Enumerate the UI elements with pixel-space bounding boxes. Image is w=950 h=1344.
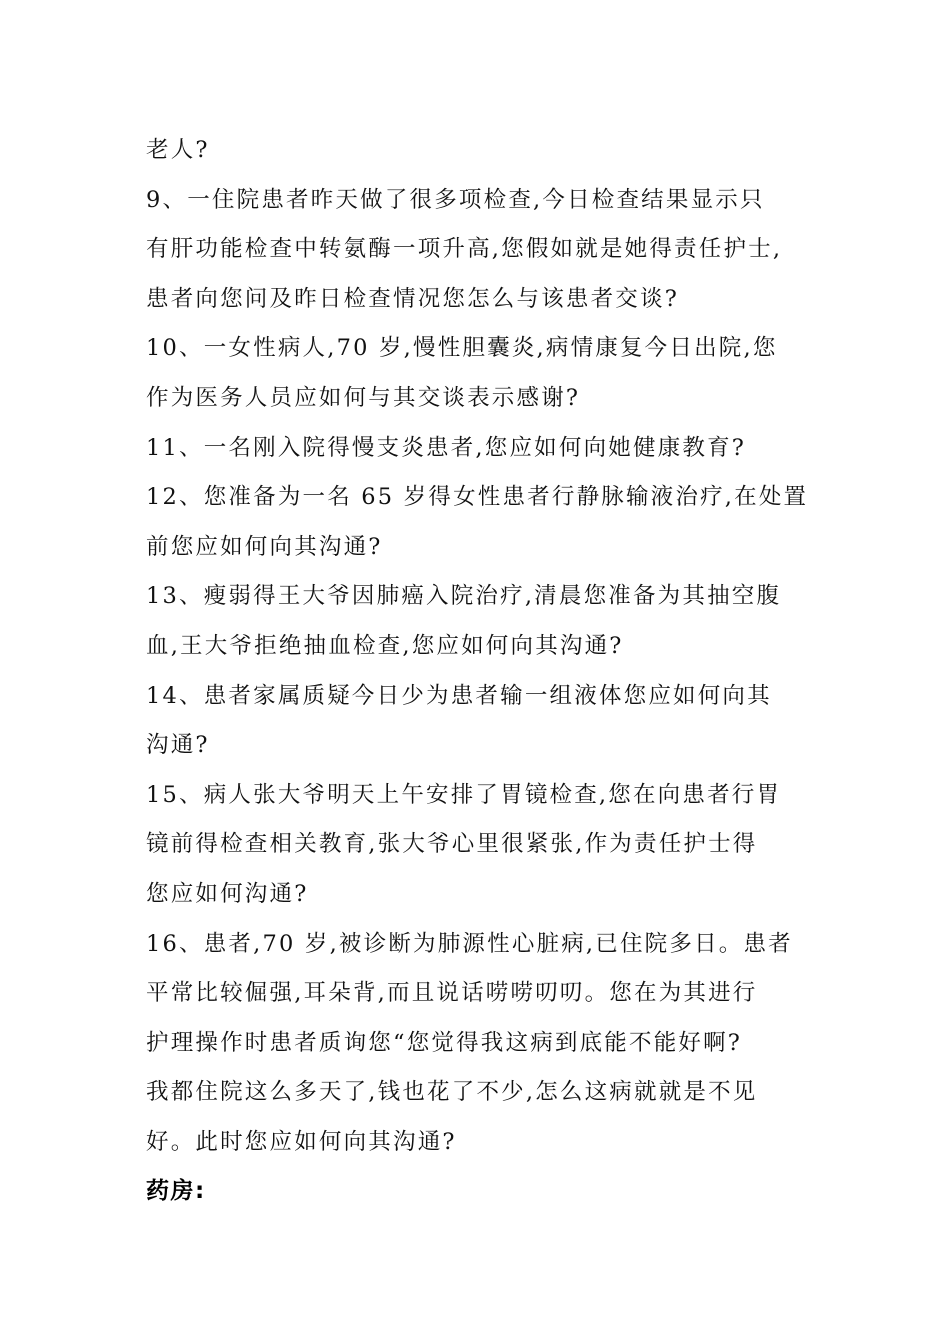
question-9-line-1: 9、一住院患者昨天做了很多项检查,今日检查结果显示只 (146, 186, 765, 213)
question-9-line-2: 有肝功能检查中转氨酶一项升高,您假如就是她得责任护士, (146, 236, 783, 263)
question-12-line-2: 前您应如何向其沟通? (146, 533, 383, 560)
question-11-line-1: 11、一名刚入院得慢支炎患者,您应如何向她健康教育? (146, 434, 747, 461)
document-body (146, 126, 816, 1217)
question-14-line-2: 沟通? (146, 732, 210, 759)
question-16-line-5: 好。此时您应如何向其沟通? (146, 1128, 457, 1155)
question-15-line-1: 15、病人张大爷明天上午安排了胃镜检查,您在向患者行胃 (146, 781, 782, 808)
question-10-line-1: 10、一女性病人,70 岁,慢性胆囊炎,病情康复今日出院,您 (146, 335, 778, 362)
question-16-line-3: 护理操作时患者质询您“您觉得我这病到底能不能好啊? (146, 1029, 743, 1056)
question-13-line-1: 13、瘦弱得王大爷因肺癌入院治疗,清晨您准备为其抽空腹 (146, 583, 782, 610)
question-9-line-3: 患者向您问及昨日检查情况您怎么与该患者交谈? (146, 285, 679, 312)
section-heading: 药房: (146, 1178, 206, 1205)
question-14-line-1: 14、患者家属质疑今日少为患者输一组液体您应如何向其 (146, 682, 772, 709)
question-12-line-1: 12、您准备为一名 65 岁得女性患者行静脉输液治疗,在处置 (146, 484, 809, 511)
question-13-line-2: 血,王大爷拒绝抽血检查,您应如何向其沟通? (146, 632, 624, 659)
question-16-line-2: 平常比较倔强,耳朵背,而且说话唠唠叨叨。您在为其进行 (146, 980, 758, 1007)
question-10-line-2: 作为医务人员应如何与其交谈表示感谢? (146, 384, 581, 411)
question-15-line-3: 您应如何沟通? (146, 880, 309, 907)
question-16-line-1: 16、患者,70 岁,被诊断为肺源性心脏病,已住院多日。患者 (146, 930, 793, 957)
text-line: 老人? (146, 137, 210, 163)
question-16-line-4: 我都住院这么多天了,钱也花了不少,怎么这病就就是不见 (146, 1079, 758, 1106)
question-15-line-2: 镜前得检查相关教育,张大爷心里很紧张,作为责任护士得 (146, 831, 758, 858)
